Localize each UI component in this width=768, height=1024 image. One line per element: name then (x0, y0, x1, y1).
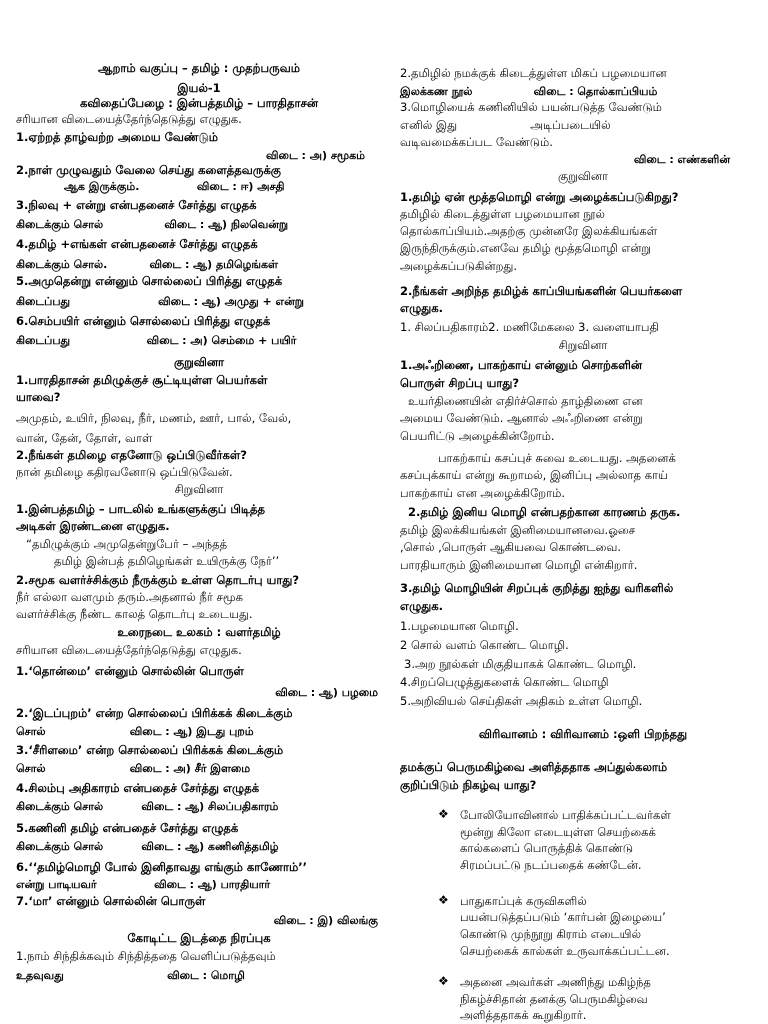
bullet-line: நிகழ்ச்சிதான் தனக்கு பெருமகிழ்வை (460, 991, 648, 1006)
right-line: 3.தமிழ் மொழியின் சிறப்புக் குறித்து ஐந்து வரிகளில் (400, 581, 674, 596)
bullet-line: பாதுகாப்புக் கருவிகளில் (460, 893, 587, 908)
left-line: 2.நீங்கள் தமிழை எதனோடு ஒப்பிடுவீர்கள்? (16, 447, 247, 462)
right-line: 3.மொழியைக் கணினியில் பயன்படுத்த வேண்டும் (400, 99, 662, 114)
bullet-line: அளித்ததாகக் கூறுகிறார். (460, 1008, 587, 1023)
left-line: கிடைக்கும் சொல் விடை : ஆ) சிலப்பதிகாரம் (16, 800, 279, 814)
right-line: பாகற்காய் என அழைக்கிறோம். (400, 485, 566, 500)
left-line: 2.‘இடப்புறம்’ என்ற சொல்லைப் பிரிக்கக் கிடைக்கும் (16, 705, 293, 720)
right-line: 2.தமிழ் இனிய மொழி என்பதற்கான காரணம் தருக. (408, 504, 681, 519)
left-line: சொல் விடை : அ) சீர் இளமை (16, 762, 251, 776)
right-line: குறிப்பிடும் நிகழ்வு யாது? (400, 778, 537, 793)
right-line: விரிவானம் : விரிவானம் :ஒளி பிறந்தது (478, 727, 688, 742)
right-line: 1. சிலப்பதிகாரம்2. மணிமேகலை 3. வளையாபதி (400, 319, 659, 334)
right-line: இலக்கண நூல் விடை : தொல்காப்பியம் (400, 84, 658, 98)
right-line: எனில் இது அடிப்படையில் (400, 117, 611, 132)
left-line: 1.நாம் சிந்திக்கவும் சிந்தித்ததை வெளிப்படுத்தவும் (16, 949, 276, 964)
left-line: நான் தமிழை கதிரவனோடு ஒப்பிடுவேன். (16, 464, 233, 479)
right-line: கசப்புக்காய் என்று கூறாமல், இனிப்பு அல்லாத காய் (400, 467, 668, 482)
bullet-line: போலியோவினால் பாதிக்கப்பட்டவர்கள் (460, 807, 671, 822)
bullet-line: மூன்று கிலோ எடையுள்ள செயற்கைக் (460, 824, 656, 839)
left-line: 1.பாரதிதாசன் தமிழுக்குச் சூட்டியுள்ள பெயர்கள் (16, 373, 268, 388)
right-line: அழைக்கப்படுகின்றது. (400, 259, 518, 274)
left-line: விடை : இ) விலங்கு (273, 914, 378, 928)
right-line: சிறுவினா (558, 338, 608, 353)
left-line: கோடிட்ட இடத்தை நிரப்புக (127, 931, 271, 946)
left-line: கிடைக்கும் சொல் விடை : ஆ) கணினித்தமிழ் (16, 839, 279, 853)
left-line: வான், தேன், தோள், வாள் (16, 430, 153, 445)
bullet-line: செயற்கைக் கால்கள் உருவாக்கப்பட்டன. (460, 944, 670, 959)
right-line: பொருள் சிறப்பு யாது? (400, 376, 520, 391)
left-line: வளர்ச்சிக்கு நீண்ட காலத் தொடர்பு உடையது. (16, 607, 253, 622)
left-line: 7.‘மா’ என்னும் சொல்லின் பொருள் (16, 894, 206, 909)
right-line: உயர்திணையின் எதிர்ச்சொல் தாழ்திணை என (408, 394, 643, 409)
right-line: 3.அற நூல்கள் மிகுதியாகக் கொண்ட மொழி. (404, 656, 637, 671)
right-line: 2.தமிழில் நமக்குக் கிடைத்துள்ள மிகப் பழமையான (400, 65, 667, 80)
left-line: 3.‘சீரிளமை’ என்ற சொல்லைப் பிரிக்கக் கிடைக்கும் (16, 743, 284, 758)
bullet-line: சிரமப்பட்டு நடப்பதைக் கண்டேன். (460, 858, 642, 873)
right-line: பாரதியாரும் இனிமையான மொழி என்கிறார். (400, 558, 638, 573)
left-line: யாவை? (16, 390, 61, 405)
right-line: ,சொல் ,பொருள் ஆகியவை கொண்டவை. (400, 540, 622, 555)
right-line: பெயரிட்டு அழைக்கின்றோம். (400, 429, 555, 444)
left-line: 1.ஏற்றத் தாழ்வற்ற அமைய வேண்டும் (16, 129, 218, 144)
left-line: “தமிழுக்கும் அமுதென்றுபேர் – அந்தத் (26, 536, 228, 551)
left-line: ஆக இருக்கும். விடை : ஈ) அசதி (64, 179, 285, 193)
left-line: ஆறாம் வகுப்பு – தமிழ் : முதற்பருவம் (98, 60, 300, 75)
left-line: உதவுவது விடை : மொழி (16, 969, 245, 983)
left-line: சொல் விடை : ஆ) இடது புறம் (16, 724, 254, 738)
right-line: 1.பழமையான மொழி. (400, 618, 519, 633)
left-line: அமுதம், உயிர், நிலவு, நீர், மணம், ஊர், பால், வேல், (16, 411, 292, 426)
bullet-line: கால்களைப் பொருத்திக் கொண்டு (460, 841, 634, 856)
diamond-bullet-icon: ❖ (438, 973, 449, 988)
left-line: விடை : ஆ) பழமை (275, 685, 378, 699)
left-line: 6.செம்பயிர் என்னும் சொல்லைப் பிரித்து எழுதக் (16, 313, 271, 328)
right-line: 1.அஃறிணை, பாகற்காய் என்னும் சொற்களின் (400, 358, 643, 373)
left-line: 1.இன்பத்தமிழ் – பாடலில் உங்களுக்குப் பிடித்த (16, 501, 265, 516)
left-line: கிடைக்கும் சொல். விடை : ஆ) தமிழெங்கள் (16, 258, 278, 272)
right-line: விடை : எண்களின் (633, 153, 730, 167)
diamond-bullet-icon: ❖ (438, 806, 449, 821)
right-line: எழுதுக. (400, 598, 443, 613)
right-line: 5.அறிவியல் செய்திகள் அதிகம் உள்ள மொழி. (400, 694, 643, 709)
right-line: 2 சொல் வளம் கொண்ட மொழி. (400, 637, 569, 652)
bullet-item (400, 807, 766, 874)
left-line: 4.தமிழ் +எங்கள் என்பதனைச் சேர்த்து எழுதக் (16, 237, 258, 252)
left-line: அடிகள் இரண்டனை எழுதுக. (16, 518, 170, 533)
right-line: 4.சிறப்பெழுத்துகளைக் கொண்ட மொழி (400, 675, 609, 690)
right-line: வடிவமைக்கப்பட வேண்டும். (400, 135, 553, 150)
left-line: 1.‘தொன்மை’ என்னும் சொல்லின் பொருள் (16, 664, 244, 679)
bullet-item (400, 974, 766, 1024)
left-line: கிடைப்பது விடை : ஆ) அமுது + என்று (16, 295, 304, 309)
bullet-line: அதனை அவர்கள் அணிந்து மகிழ்ந்த (460, 974, 651, 989)
left-line: கவிதைப்பேழை : இன்பத்தமிழ் – பாரதிதாசன் (80, 95, 318, 110)
right-line: 2.நீங்கள் அறிந்த தமிழ்க் காப்பியங்களின் பெயர்களை (400, 283, 683, 298)
left-line: தமிழ் இன்பத் தமிழெங்கள் உயிருக்கு நேர்’’ (54, 553, 280, 568)
left-line: 5.கணினி தமிழ் என்பதைச் சேர்த்து எழுதக் (16, 820, 239, 835)
right-line: தமிழில் கிடைத்துள்ள பழமையான நூல் (400, 207, 605, 222)
right-line: குறுவினா (557, 169, 608, 184)
bullet-line: பயன்படுத்தப்படும் ‘கார்பன் இழையை’ (460, 910, 666, 925)
right-line: தமிழ் இலக்கியங்கள் இனிமையானவை.ஓசை (400, 523, 636, 538)
right-line: தொல்காப்பியம்.அதற்கு முன்னரே இலக்கியங்கள் (400, 224, 658, 239)
left-line: குறுவினா (173, 355, 224, 370)
right-line: இருந்திருக்கும்.எனவே தமிழ் மூத்தமொழி என்று (400, 241, 652, 256)
right-line: 1.தமிழ் ஏன் மூத்தமொழி என்று அழைக்கப்படுகிறது? (400, 190, 679, 205)
left-line: உரைநடை உலகம் : வளர்தமிழ் (117, 625, 281, 640)
left-line: சரியான விடையைத்தேர்ந்தெடுத்து எழுதுக. (16, 643, 242, 658)
diamond-bullet-icon: ❖ (438, 892, 449, 907)
left-line: 3.நிலவு + என்று என்பதனைச் சேர்த்து எழுதக் (16, 197, 257, 212)
left-line: என்று பாடியவர் விடை : ஆ) பாரதியார் (16, 878, 271, 892)
left-line: விடை : அ) சமூகம் (266, 148, 365, 162)
left-line: சிறுவினா (174, 481, 224, 496)
left-line: இயல்-1 (177, 80, 221, 95)
left-line: கிடைக்கும் சொல் விடை : ஆ) நிலவென்று (16, 217, 289, 231)
right-line: எழுதுக. (400, 300, 443, 315)
right-line: அமைய வேண்டும். ஆனால் அஃறிணை என்று (400, 411, 643, 426)
left-line: 5.அமுதென்று என்னும் சொல்லைப் பிரித்து எழுதக் (16, 274, 283, 289)
left-line: 6.‘‘தமிழ்மொழி போல் இனிதாவது எங்கும் காணோம்’’ (16, 859, 308, 874)
bullet-item (400, 893, 766, 960)
right-line: பாகற்காய் கசப்புச் சுவை உடையது. அதனைக் (438, 450, 676, 465)
right-line: தமக்குப் பெருமகிழ்வை அளித்ததாக அப்துல்கலாம் (400, 760, 668, 775)
left-line: சரியான விடையைத்தேர்ந்தெடுத்து எழுதுக. (16, 111, 242, 126)
left-line: நீர் எல்லா வளமும் தரும்.அதனால் நீர் சமூக (16, 590, 244, 605)
left-line: 2.நாள் முழுவதும் வேலை செய்து களைத்தவருக்கு (16, 162, 281, 177)
left-line: கிடைப்பது விடை : அ) செம்மை + பயிர் (16, 333, 297, 347)
left-line: 2.சமூக வளர்ச்சிக்கும் நீருக்கும் உள்ள தொடர்பு யாது? (16, 572, 300, 587)
left-line: 4.சிலம்பு அதிகாரம் என்பதைச் சேர்த்து எழுதக் (16, 781, 260, 796)
bullet-line: கொண்டு முந்நூறு கிராம் எடையில் (460, 927, 641, 942)
